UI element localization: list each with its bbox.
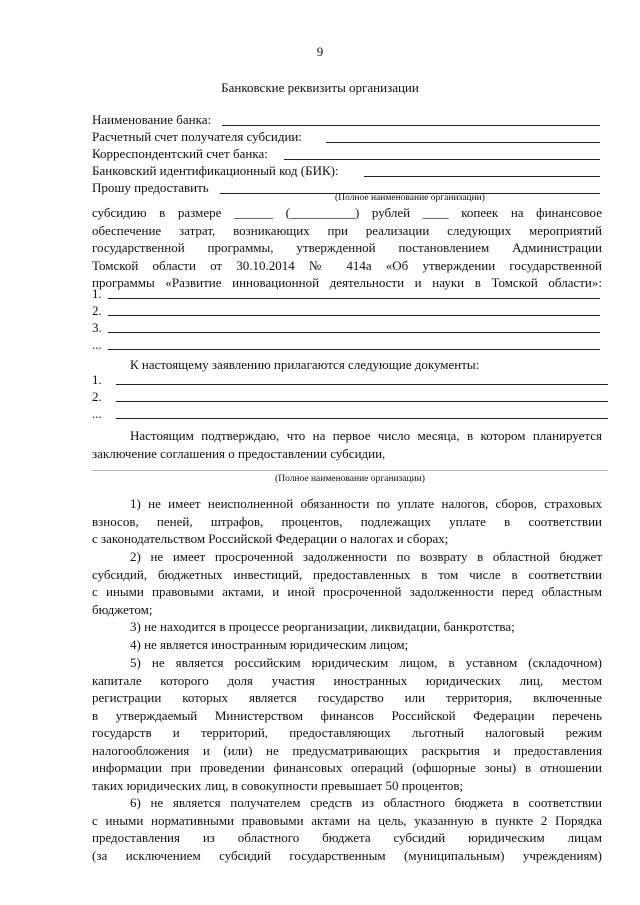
bank-field-name-blank[interactable] bbox=[222, 112, 600, 126]
condition-line: (за исключением субсидий государственным (муниципальным) учреждениям) bbox=[92, 847, 602, 863]
request-label: Прошу предоставить bbox=[92, 180, 209, 195]
bank-field-corr-blank[interactable] bbox=[284, 146, 600, 160]
documents-intro: К настоящему заявлению прилагаются следующие документы: bbox=[130, 357, 480, 372]
measure-num: ... bbox=[92, 337, 102, 352]
confirm-paragraph bbox=[92, 427, 602, 462]
condition-line: налогообложения и (или) не предусматривающих раскрытия и предоставления bbox=[92, 742, 602, 758]
measure-blank[interactable] bbox=[108, 319, 600, 333]
condition-line: бюджетом; bbox=[92, 601, 153, 617]
condition-line: взносов, пеней, штрафов, процентов, подлежащих уплате в соответствии bbox=[92, 513, 602, 529]
measure-num: 3. bbox=[92, 320, 102, 335]
bank-field-bik: Банковский идентификационный код (БИК): bbox=[92, 163, 339, 178]
condition-5 bbox=[92, 654, 602, 794]
page-number: 9 bbox=[316, 44, 324, 59]
condition-line: 4) не является иностранным юридическим лицом; bbox=[130, 637, 409, 652]
condition-line: 2) не имеет просроченной задолженности по возврату в областной бюджет bbox=[130, 549, 602, 564]
org-name-line[interactable] bbox=[92, 470, 608, 471]
measure-num: 2. bbox=[92, 303, 102, 318]
subsidy-paragraph bbox=[92, 204, 602, 292]
condition-line: 5) не является российским юридическим лицом, в уставном (складочном) bbox=[130, 655, 602, 670]
confirm-line: заключение соглашения о предоставлении субсидии, bbox=[92, 445, 386, 461]
condition-line: в утверждаемый Министерством финансов Российской Федерации перечень bbox=[92, 707, 602, 723]
condition-line: предоставления из областного бюджета субсидий юридическим лицам bbox=[92, 830, 602, 845]
condition-line: 6) не является получателем средств из областного бюджета в соответствии bbox=[130, 795, 602, 810]
condition-line: информации при проведении финансовых операций (офшорные зоны) в отношении bbox=[92, 760, 602, 775]
subsidy-line: Томской области от 30.10.2014 № 414а «Об утверждении государственной bbox=[92, 257, 602, 273]
bank-field-corr: Корреспондентский счет банка: bbox=[92, 146, 268, 161]
subsidy-line: субсидию в размере ______ (__________) рублей ____ копеек на финансовое bbox=[92, 205, 602, 220]
condition-line: с иными нормативными правовыми актами на цель, указанную в пункте 2 Порядка bbox=[92, 812, 602, 828]
measure-blank[interactable] bbox=[108, 285, 600, 299]
document-num: 1. bbox=[92, 372, 102, 387]
condition-line: капитале которого доля участия иностранных юридических лиц, местом bbox=[92, 672, 602, 688]
condition-6 bbox=[92, 794, 602, 864]
condition-line: с законодательством Российской Федерации о налогах и сборах; bbox=[92, 531, 449, 546]
condition-line: 1) не имеет неисполненной обязанности по уплате налогов, сборов, страховых bbox=[130, 496, 602, 511]
subsidy-line: программы «Развитие инновационной деятельности и науки в Томской области»: bbox=[92, 275, 602, 290]
condition-line: субсидий, бюджетных инвестиций, предоставленных в том числе в соответствии bbox=[92, 566, 602, 582]
bank-field-name: Наименование банка: bbox=[92, 112, 212, 127]
condition-line: с иными правовыми актами, и иной просроченной задолженности перед областным bbox=[92, 584, 602, 599]
condition-3 bbox=[92, 618, 602, 636]
bank-field-account-blank[interactable] bbox=[326, 129, 600, 143]
org-name-caption-2: (Полное наименование организации) bbox=[275, 474, 425, 484]
document-blank[interactable] bbox=[116, 371, 608, 385]
measure-blank[interactable] bbox=[108, 336, 600, 350]
condition-line: таких юридических лиц, в совокупности превышает 50 процентов; bbox=[92, 777, 464, 793]
org-name-caption: (Полное наименование организации) bbox=[335, 193, 485, 203]
bank-field-account: Расчетный счет получателя субсидии: bbox=[92, 129, 302, 144]
measure-num: 1. bbox=[92, 286, 102, 301]
org-name-blank[interactable] bbox=[220, 180, 600, 194]
condition-line: регистрации которых является государство или территория, включенные bbox=[92, 690, 602, 705]
document-blank[interactable] bbox=[116, 405, 608, 419]
subsidy-line: государственной программы, утвержденной постановлением Администрации bbox=[92, 240, 602, 255]
document-num: 2. bbox=[92, 389, 102, 404]
condition-line: государств и территорий, предоставляющих льготный налоговый режим bbox=[92, 725, 602, 740]
condition-2 bbox=[92, 548, 602, 618]
document-blank[interactable] bbox=[116, 388, 608, 402]
bank-field-bik-blank[interactable] bbox=[364, 163, 600, 177]
form-title: Банковские реквизиты организации bbox=[221, 80, 419, 95]
subsidy-line: обеспечение затрат, возникающих при реализации следующих мероприятий bbox=[92, 222, 602, 238]
condition-line: 3) не находится в процессе реорганизации, ликвидации, банкротства; bbox=[130, 619, 515, 634]
document-num: ... bbox=[92, 406, 102, 421]
condition-1 bbox=[92, 495, 602, 548]
measure-blank[interactable] bbox=[108, 302, 600, 316]
condition-4 bbox=[92, 636, 602, 654]
confirm-line: Настоящим подтверждаю, что на первое число месяца, в котором планируется bbox=[130, 428, 602, 443]
